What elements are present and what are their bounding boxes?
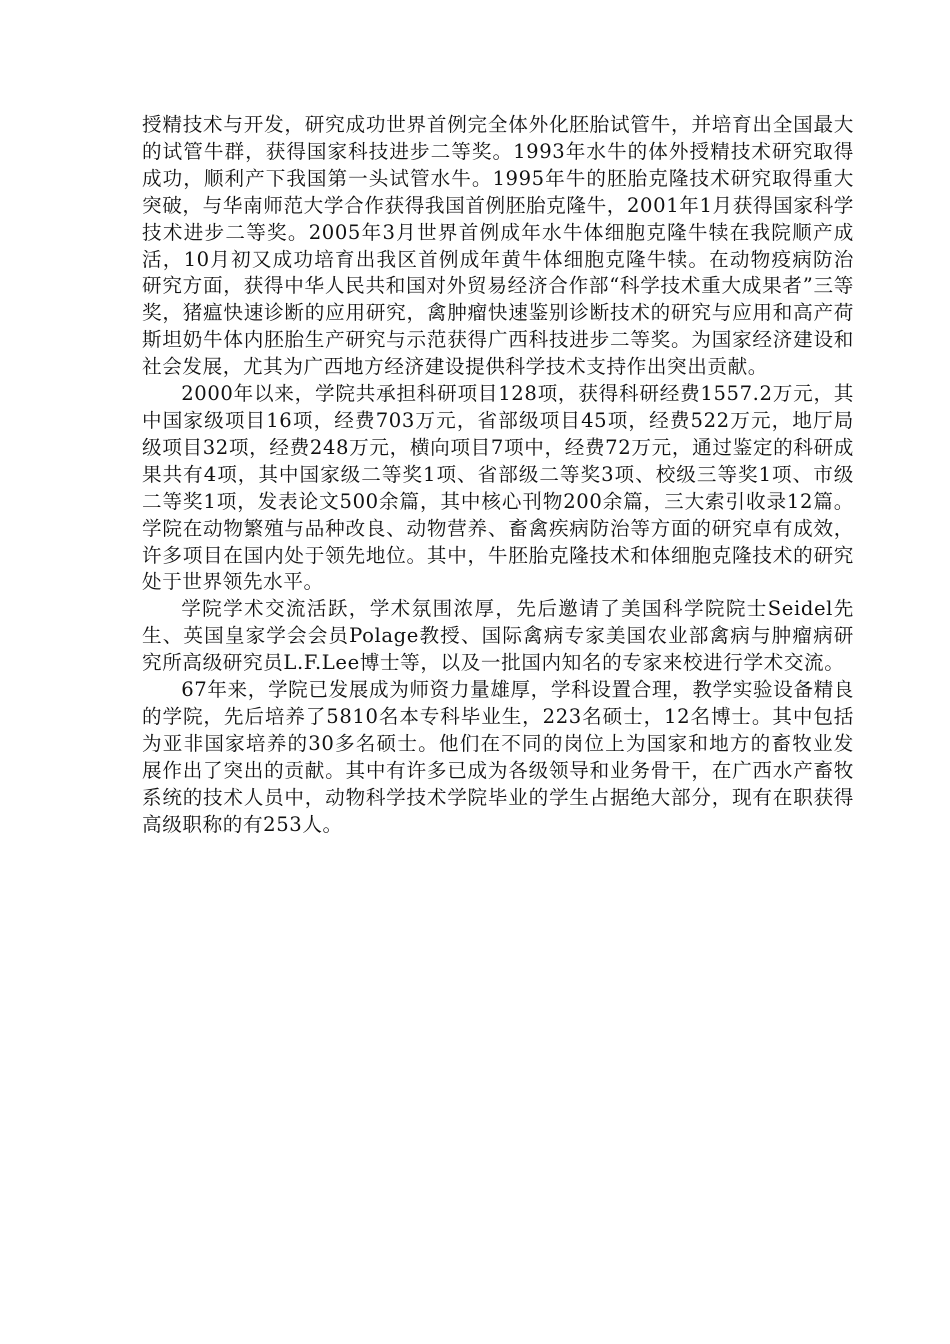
paragraph-graduates-and-development: 67年来，学院已发展成为师资力量雄厚，学科设置合理，教学实验设备精良的学院，先后培养了5810名本专科毕业生，223名硕士，12名博士。其中包括为亚非国家培养的30多名硕士。他们在不同的岗位上为国家和地方的畜牧业发展作出了突出的贡献。其中有许多已成为各级领导和业务骨干，在广西水产畜牧系统的技术人员中，动物科学技术学院毕业的学生占据绝大部分，现有在职获得高级职称的有253人。 bbox=[142, 678, 854, 836]
paragraph-academic-exchange: 学院学术交流活跃，学术氛围浓厚，先后邀请了美国科学院院士Seidel先生、英国皇家学会会员Polage教授、国际禽病专家美国农业部禽病与肿瘤病研究所高级研究员L.F.Lee博士等，以及一批国内知名的专家来校进行学术交流。 bbox=[142, 597, 854, 675]
document-body bbox=[142, 112, 854, 838]
paragraph-research-projects-since-2000: 2000年以来，学院共承担科研项目128项，获得科研经费1557.2万元，其中国家级项目16项，经费703万元，省部级项目45项，经费522万元，地厅局级项目32项，经费248万元，横向项目7项中，经费72万元，通过鉴定的科研成果共有4项，其中国家级二等奖1项、省部级二等奖3项、校级三等奖1项、市级二等奖1项，发表论文500余篇，其中核心刊物200余篇，三大索引收录12篇。学院在动物繁殖与品种改良、动物营养、畜禽疾病防治等方面的研究卓有成效，许多项目在国内处于领先地位。其中，牛胚胎克隆技术和体细胞克隆技术的研究处于世界领先水平。 bbox=[142, 382, 854, 594]
paragraph-research-achievements: 授精技术与开发，研究成功世界首例完全体外化胚胎试管牛，并培育出全国最大的试管牛群，获得国家科技进步二等奖。1993年水牛的体外授精技术研究取得成功，顺利产下我国第一头试管水牛。1995年牛的胚胎克隆技术研究取得重大突破，与华南师范大学合作获得我国首例胚胎克隆牛，2001年1月获得国家科学技术进步二等奖。2005年3月世界首例成年水牛体细胞克隆牛犊在我院顺产成活，10月初又成功培育出我区首例成年黄牛体细胞克隆牛犊。在动物疫病防治研究方面，获得中华人民共和国对外贸易经济合作部“科学技术重大成果者”三等奖，猪瘟快速诊断的应用研究，禽肿瘤快速鉴别诊断技术的研究与应用和高产荷斯坦奶牛体内胚胎生产研究与示范获得广西科技进步二等奖。为国家经济建设和社会发展，尤其为广西地方经济建设提供科学技术支持作出突出贡献。 bbox=[142, 113, 854, 379]
